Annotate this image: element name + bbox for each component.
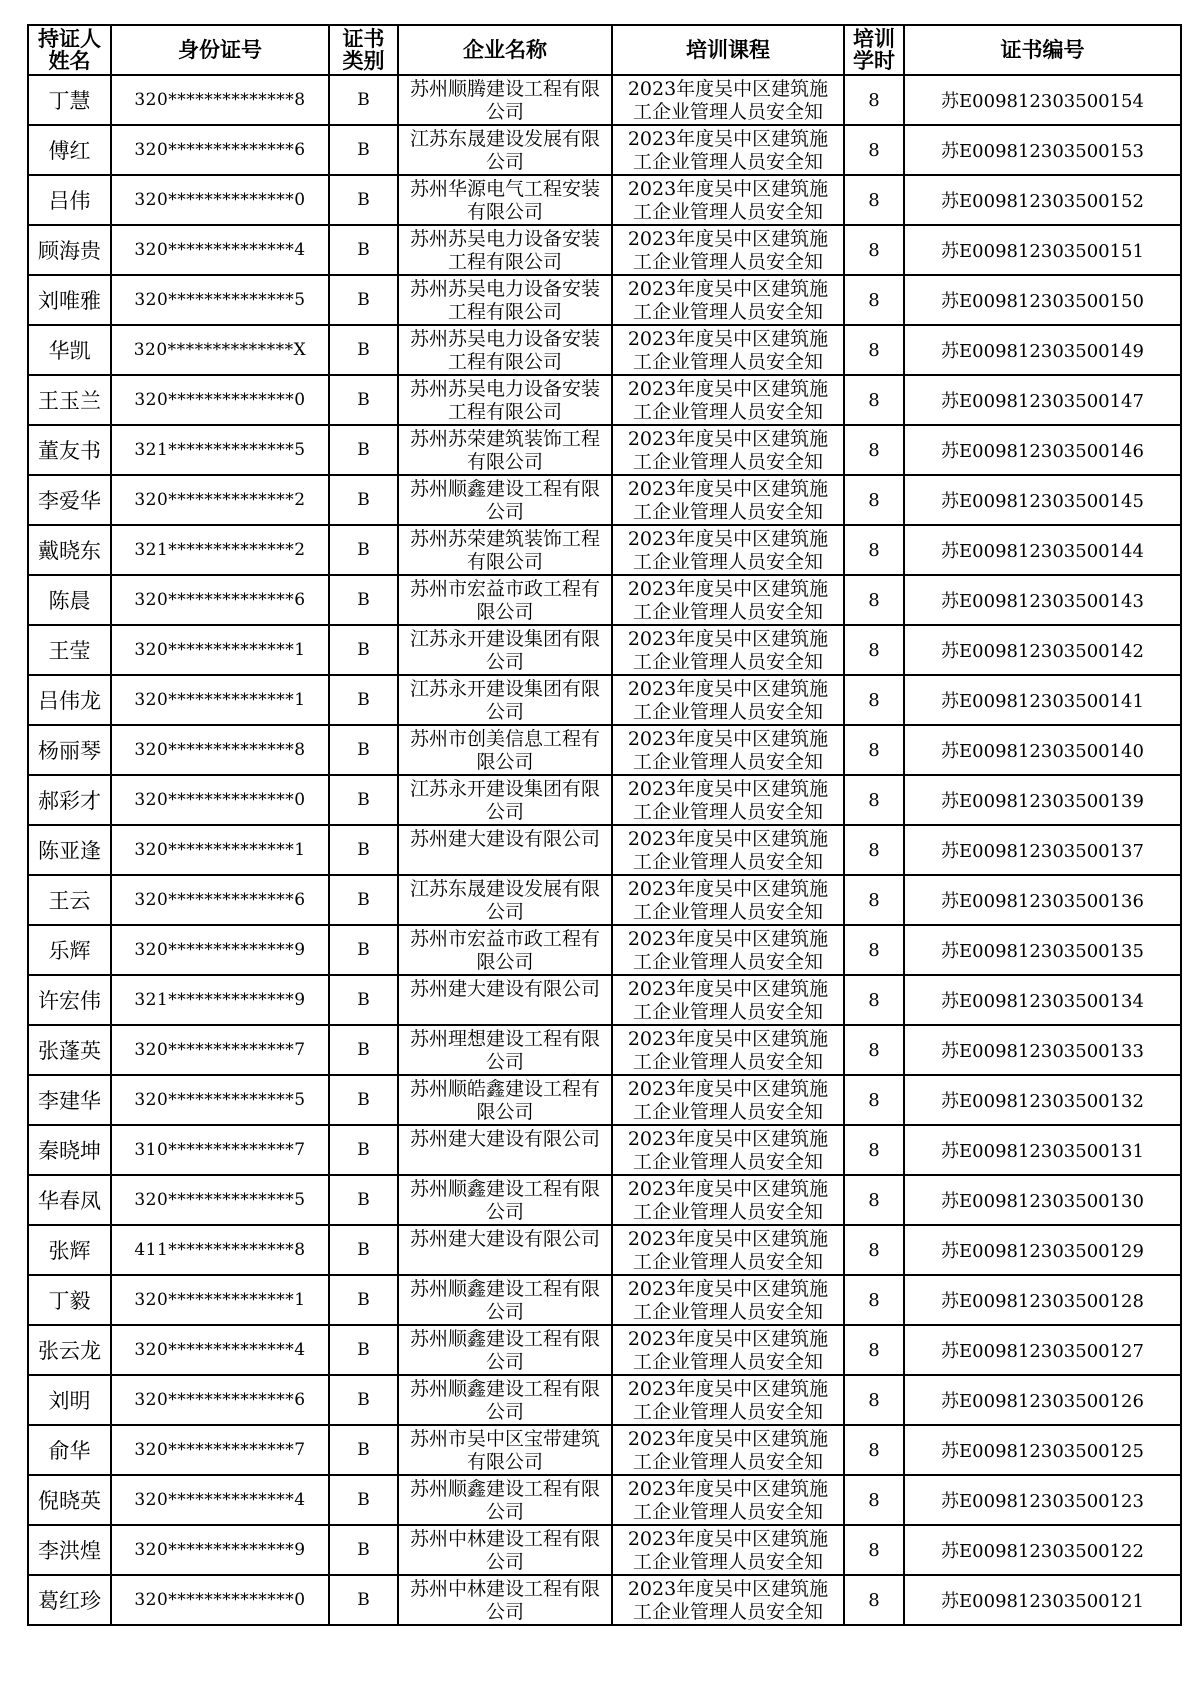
holder-name-cell: 张云龙 <box>28 1325 111 1375</box>
cert-type-cell: B <box>329 775 398 825</box>
hours-cell: 8 <box>844 775 904 825</box>
table-row <box>28 275 1181 325</box>
course-cell: 2023年度吴中区建筑施工企业管理人员安全知 <box>612 1225 844 1275</box>
cert-type-cell: B <box>329 325 398 375</box>
hours-cell: 8 <box>844 475 904 525</box>
course-cell: 2023年度吴中区建筑施工企业管理人员安全知 <box>612 1575 844 1625</box>
id-number-cell: 320**************2 <box>111 475 329 525</box>
company-cell: 苏州建大建设有限公司 <box>398 1225 612 1275</box>
course-cell: 2023年度吴中区建筑施工企业管理人员安全知 <box>612 125 844 175</box>
hours-cell: 8 <box>844 1025 904 1075</box>
cert-type-cell: B <box>329 1175 398 1225</box>
cert-number-cell: 苏E009812303500123 <box>904 1475 1181 1525</box>
company-cell: 苏州顺鑫建设工程有限公司 <box>398 1475 612 1525</box>
company-cell: 苏州中林建设工程有限公司 <box>398 1575 612 1625</box>
cert-type-cell: B <box>329 1375 398 1425</box>
table-row <box>28 225 1181 275</box>
course-cell: 2023年度吴中区建筑施工企业管理人员安全知 <box>612 175 844 225</box>
course-cell: 2023年度吴中区建筑施工企业管理人员安全知 <box>612 575 844 625</box>
hours-cell: 8 <box>844 1525 904 1575</box>
id-number-cell: 321**************5 <box>111 425 329 475</box>
table-row <box>28 925 1181 975</box>
header-hours: 培训 学时 <box>844 25 904 75</box>
cert-type-cell: B <box>329 1575 398 1625</box>
table-row <box>28 1025 1181 1075</box>
hours-cell: 8 <box>844 1075 904 1125</box>
holder-name-cell: 李爱华 <box>28 475 111 525</box>
id-number-cell: 320**************1 <box>111 825 329 875</box>
table-row <box>28 525 1181 575</box>
cert-type-cell: B <box>329 925 398 975</box>
cert-number-cell: 苏E009812303500146 <box>904 425 1181 475</box>
cert-number-cell: 苏E009812303500125 <box>904 1425 1181 1475</box>
table-row <box>28 1375 1181 1425</box>
table-row <box>28 1425 1181 1475</box>
cert-type-cell: B <box>329 225 398 275</box>
company-cell: 江苏东晟建设发展有限公司 <box>398 125 612 175</box>
hours-cell: 8 <box>844 1275 904 1325</box>
id-number-cell: 320**************9 <box>111 1525 329 1575</box>
cert-number-cell: 苏E009812303500135 <box>904 925 1181 975</box>
cert-number-cell: 苏E009812303500143 <box>904 575 1181 625</box>
table-row <box>28 1325 1181 1375</box>
holder-name-cell: 乐辉 <box>28 925 111 975</box>
header-company: 企业名称 <box>398 25 612 75</box>
cert-type-cell: B <box>329 1075 398 1125</box>
cert-number-cell: 苏E009812303500145 <box>904 475 1181 525</box>
cert-number-cell: 苏E009812303500121 <box>904 1575 1181 1625</box>
course-cell: 2023年度吴中区建筑施工企业管理人员安全知 <box>612 675 844 725</box>
holder-name-cell: 刘唯雅 <box>28 275 111 325</box>
header-course: 培训课程 <box>612 25 844 75</box>
holder-name-cell: 许宏伟 <box>28 975 111 1025</box>
course-cell: 2023年度吴中区建筑施工企业管理人员安全知 <box>612 225 844 275</box>
hours-cell: 8 <box>844 1475 904 1525</box>
hours-cell: 8 <box>844 975 904 1025</box>
cert-number-cell: 苏E009812303500153 <box>904 125 1181 175</box>
cert-type-cell: B <box>329 475 398 525</box>
hours-cell: 8 <box>844 1125 904 1175</box>
course-cell: 2023年度吴中区建筑施工企业管理人员安全知 <box>612 1125 844 1175</box>
holder-name-cell: 李洪煌 <box>28 1525 111 1575</box>
cert-type-cell: B <box>329 725 398 775</box>
table-row <box>28 325 1181 375</box>
course-cell: 2023年度吴中区建筑施工企业管理人员安全知 <box>612 275 844 325</box>
cert-number-cell: 苏E009812303500136 <box>904 875 1181 925</box>
cert-number-cell: 苏E009812303500154 <box>904 75 1181 125</box>
id-number-cell: 320**************5 <box>111 1075 329 1125</box>
cert-number-cell: 苏E009812303500129 <box>904 1225 1181 1275</box>
company-cell: 苏州顺鑫建设工程有限公司 <box>398 1275 612 1325</box>
course-cell: 2023年度吴中区建筑施工企业管理人员安全知 <box>612 425 844 475</box>
cert-number-cell: 苏E009812303500130 <box>904 1175 1181 1225</box>
cert-type-cell: B <box>329 275 398 325</box>
cert-type-cell: B <box>329 375 398 425</box>
company-cell: 苏州市吴中区宝带建筑有限公司 <box>398 1425 612 1475</box>
hours-cell: 8 <box>844 675 904 725</box>
cert-number-cell: 苏E009812303500122 <box>904 1525 1181 1575</box>
table-row <box>28 475 1181 525</box>
table-row <box>28 1125 1181 1175</box>
cert-type-cell: B <box>329 825 398 875</box>
company-cell: 苏州苏吴电力设备安装工程有限公司 <box>398 225 612 275</box>
table-header <box>28 25 1181 75</box>
table-row <box>28 75 1181 125</box>
course-cell: 2023年度吴中区建筑施工企业管理人员安全知 <box>612 1075 844 1125</box>
company-cell: 苏州市宏益市政工程有限公司 <box>398 575 612 625</box>
holder-name-cell: 傅红 <box>28 125 111 175</box>
holder-name-cell: 俞华 <box>28 1425 111 1475</box>
id-number-cell: 320**************5 <box>111 275 329 325</box>
id-number-cell: 320**************1 <box>111 675 329 725</box>
holder-name-cell: 李建华 <box>28 1075 111 1125</box>
holder-name-cell: 吕伟 <box>28 175 111 225</box>
holder-name-cell: 董友书 <box>28 425 111 475</box>
holder-name-cell: 戴晓东 <box>28 525 111 575</box>
cert-type-cell: B <box>329 1325 398 1375</box>
holder-name-cell: 郝彩才 <box>28 775 111 825</box>
course-cell: 2023年度吴中区建筑施工企业管理人员安全知 <box>612 375 844 425</box>
cert-type-cell: B <box>329 575 398 625</box>
cert-number-cell: 苏E009812303500131 <box>904 1125 1181 1175</box>
cert-type-cell: B <box>329 875 398 925</box>
id-number-cell: 320**************8 <box>111 75 329 125</box>
table-row <box>28 125 1181 175</box>
course-cell: 2023年度吴中区建筑施工企业管理人员安全知 <box>612 1425 844 1475</box>
course-cell: 2023年度吴中区建筑施工企业管理人员安全知 <box>612 75 844 125</box>
id-number-cell: 320**************0 <box>111 775 329 825</box>
table-row <box>28 1475 1181 1525</box>
id-number-cell: 320**************6 <box>111 125 329 175</box>
company-cell: 苏州建大建设有限公司 <box>398 825 612 875</box>
cert-type-cell: B <box>329 1475 398 1525</box>
hours-cell: 8 <box>844 925 904 975</box>
holder-name-cell: 葛红珍 <box>28 1575 111 1625</box>
course-cell: 2023年度吴中区建筑施工企业管理人员安全知 <box>612 1475 844 1525</box>
cert-number-cell: 苏E009812303500127 <box>904 1325 1181 1375</box>
company-cell: 苏州顺皓鑫建设工程有限公司 <box>398 1075 612 1125</box>
course-cell: 2023年度吴中区建筑施工企业管理人员安全知 <box>612 1525 844 1575</box>
table-row <box>28 1525 1181 1575</box>
id-number-cell: 320**************6 <box>111 1375 329 1425</box>
id-number-cell: 320**************7 <box>111 1425 329 1475</box>
table-row <box>28 1575 1181 1625</box>
holder-name-cell: 王云 <box>28 875 111 925</box>
id-number-cell: 320**************0 <box>111 375 329 425</box>
cert-number-cell: 苏E009812303500150 <box>904 275 1181 325</box>
cert-number-cell: 苏E009812303500151 <box>904 225 1181 275</box>
id-number-cell: 321**************2 <box>111 525 329 575</box>
holder-name-cell: 丁毅 <box>28 1275 111 1325</box>
hours-cell: 8 <box>844 75 904 125</box>
company-cell: 苏州市创美信息工程有限公司 <box>398 725 612 775</box>
id-number-cell: 320**************0 <box>111 175 329 225</box>
holder-name-cell: 丁慧 <box>28 75 111 125</box>
id-number-cell: 320**************8 <box>111 725 329 775</box>
company-cell: 苏州顺鑫建设工程有限公司 <box>398 1175 612 1225</box>
cert-type-cell: B <box>329 1125 398 1175</box>
hours-cell: 8 <box>844 275 904 325</box>
holder-name-cell: 张蓬英 <box>28 1025 111 1075</box>
holder-name-cell: 吕伟龙 <box>28 675 111 725</box>
hours-cell: 8 <box>844 1225 904 1275</box>
course-cell: 2023年度吴中区建筑施工企业管理人员安全知 <box>612 1025 844 1075</box>
course-cell: 2023年度吴中区建筑施工企业管理人员安全知 <box>612 525 844 575</box>
id-number-cell: 320**************0 <box>111 1575 329 1625</box>
cert-type-cell: B <box>329 1025 398 1075</box>
cert-number-cell: 苏E009812303500128 <box>904 1275 1181 1325</box>
cert-type-cell: B <box>329 1425 398 1475</box>
cert-number-cell: 苏E009812303500126 <box>904 1375 1181 1425</box>
cert-number-cell: 苏E009812303500147 <box>904 375 1181 425</box>
holder-name-cell: 杨丽琴 <box>28 725 111 775</box>
cert-number-cell: 苏E009812303500149 <box>904 325 1181 375</box>
company-cell: 苏州苏荣建筑装饰工程有限公司 <box>398 425 612 475</box>
hours-cell: 8 <box>844 1425 904 1475</box>
company-cell: 江苏永开建设集团有限公司 <box>398 625 612 675</box>
company-cell: 苏州顺鑫建设工程有限公司 <box>398 475 612 525</box>
hours-cell: 8 <box>844 725 904 775</box>
company-cell: 江苏东晟建设发展有限公司 <box>398 875 612 925</box>
company-cell: 苏州理想建设工程有限公司 <box>398 1025 612 1075</box>
hours-cell: 8 <box>844 875 904 925</box>
course-cell: 2023年度吴中区建筑施工企业管理人员安全知 <box>612 775 844 825</box>
course-cell: 2023年度吴中区建筑施工企业管理人员安全知 <box>612 1275 844 1325</box>
course-cell: 2023年度吴中区建筑施工企业管理人员安全知 <box>612 725 844 775</box>
hours-cell: 8 <box>844 575 904 625</box>
company-cell: 苏州建大建设有限公司 <box>398 975 612 1025</box>
company-cell: 苏州华源电气工程安装有限公司 <box>398 175 612 225</box>
company-cell: 苏州建大建设有限公司 <box>398 1125 612 1175</box>
holder-name-cell: 秦晓坤 <box>28 1125 111 1175</box>
id-number-cell: 320**************4 <box>111 225 329 275</box>
id-number-cell: 320**************X <box>111 325 329 375</box>
id-number-cell: 320**************7 <box>111 1025 329 1075</box>
cert-type-cell: B <box>329 975 398 1025</box>
cert-type-cell: B <box>329 675 398 725</box>
course-cell: 2023年度吴中区建筑施工企业管理人员安全知 <box>612 1175 844 1225</box>
company-cell: 苏州苏吴电力设备安装工程有限公司 <box>398 275 612 325</box>
hours-cell: 8 <box>844 1575 904 1625</box>
course-cell: 2023年度吴中区建筑施工企业管理人员安全知 <box>612 475 844 525</box>
cert-number-cell: 苏E009812303500133 <box>904 1025 1181 1075</box>
cert-type-cell: B <box>329 525 398 575</box>
company-cell: 苏州顺鑫建设工程有限公司 <box>398 1375 612 1425</box>
cert-type-cell: B <box>329 1525 398 1575</box>
id-number-cell: 320**************4 <box>111 1475 329 1525</box>
hours-cell: 8 <box>844 175 904 225</box>
company-cell: 苏州顺腾建设工程有限公司 <box>398 75 612 125</box>
id-number-cell: 320**************6 <box>111 875 329 925</box>
holder-name-cell: 华春凤 <box>28 1175 111 1225</box>
cert-type-cell: B <box>329 625 398 675</box>
holder-name-cell: 刘明 <box>28 1375 111 1425</box>
holder-name-cell: 顾海贵 <box>28 225 111 275</box>
hours-cell: 8 <box>844 375 904 425</box>
header-holder-name: 持证人 姓名 <box>28 25 111 75</box>
cert-number-cell: 苏E009812303500141 <box>904 675 1181 725</box>
id-number-cell: 320**************6 <box>111 575 329 625</box>
cert-number-cell: 苏E009812303500134 <box>904 975 1181 1025</box>
company-cell: 苏州苏吴电力设备安装工程有限公司 <box>398 375 612 425</box>
cert-number-cell: 苏E009812303500152 <box>904 175 1181 225</box>
header-cert-number: 证书编号 <box>904 25 1181 75</box>
course-cell: 2023年度吴中区建筑施工企业管理人员安全知 <box>612 1325 844 1375</box>
holder-name-cell: 倪晓英 <box>28 1475 111 1525</box>
table-row <box>28 375 1181 425</box>
cert-type-cell: B <box>329 75 398 125</box>
table-row <box>28 625 1181 675</box>
company-cell: 苏州苏荣建筑装饰工程有限公司 <box>398 525 612 575</box>
cert-type-cell: B <box>329 425 398 475</box>
company-cell: 江苏永开建设集团有限公司 <box>398 775 612 825</box>
holder-name-cell: 陈亚逢 <box>28 825 111 875</box>
header-id-number: 身份证号 <box>111 25 329 75</box>
hours-cell: 8 <box>844 425 904 475</box>
holder-name-cell: 张辉 <box>28 1225 111 1275</box>
table-row <box>28 875 1181 925</box>
id-number-cell: 320**************9 <box>111 925 329 975</box>
table-body <box>28 75 1181 1625</box>
header-row <box>28 25 1181 75</box>
course-cell: 2023年度吴中区建筑施工企业管理人员安全知 <box>612 925 844 975</box>
table-row <box>28 1175 1181 1225</box>
id-number-cell: 321**************9 <box>111 975 329 1025</box>
hours-cell: 8 <box>844 1175 904 1225</box>
table-row <box>28 1075 1181 1125</box>
course-cell: 2023年度吴中区建筑施工企业管理人员安全知 <box>612 325 844 375</box>
table-row <box>28 1275 1181 1325</box>
cert-number-cell: 苏E009812303500142 <box>904 625 1181 675</box>
company-cell: 苏州顺鑫建设工程有限公司 <box>398 1325 612 1375</box>
hours-cell: 8 <box>844 625 904 675</box>
holder-name-cell: 王莹 <box>28 625 111 675</box>
course-cell: 2023年度吴中区建筑施工企业管理人员安全知 <box>612 1375 844 1425</box>
id-number-cell: 320**************1 <box>111 1275 329 1325</box>
cert-type-cell: B <box>329 1275 398 1325</box>
cert-number-cell: 苏E009812303500132 <box>904 1075 1181 1125</box>
hours-cell: 8 <box>844 1325 904 1375</box>
id-number-cell: 411**************8 <box>111 1225 329 1275</box>
course-cell: 2023年度吴中区建筑施工企业管理人员安全知 <box>612 825 844 875</box>
certificate-roster-table <box>27 24 1182 1626</box>
course-cell: 2023年度吴中区建筑施工企业管理人员安全知 <box>612 625 844 675</box>
cert-number-cell: 苏E009812303500140 <box>904 725 1181 775</box>
cert-type-cell: B <box>329 125 398 175</box>
holder-name-cell: 陈晨 <box>28 575 111 625</box>
holder-name-cell: 华凯 <box>28 325 111 375</box>
table-row <box>28 1225 1181 1275</box>
table-row <box>28 575 1181 625</box>
cert-number-cell: 苏E009812303500139 <box>904 775 1181 825</box>
hours-cell: 8 <box>844 825 904 875</box>
cert-type-cell: B <box>329 1225 398 1275</box>
company-cell: 苏州市宏益市政工程有限公司 <box>398 925 612 975</box>
table-row <box>28 775 1181 825</box>
cert-type-cell: B <box>329 175 398 225</box>
table-row <box>28 825 1181 875</box>
hours-cell: 8 <box>844 125 904 175</box>
course-cell: 2023年度吴中区建筑施工企业管理人员安全知 <box>612 975 844 1025</box>
table-row <box>28 975 1181 1025</box>
id-number-cell: 310**************7 <box>111 1125 329 1175</box>
id-number-cell: 320**************5 <box>111 1175 329 1225</box>
hours-cell: 8 <box>844 1375 904 1425</box>
cert-number-cell: 苏E009812303500137 <box>904 825 1181 875</box>
course-cell: 2023年度吴中区建筑施工企业管理人员安全知 <box>612 875 844 925</box>
hours-cell: 8 <box>844 225 904 275</box>
table-row <box>28 675 1181 725</box>
hours-cell: 8 <box>844 525 904 575</box>
id-number-cell: 320**************1 <box>111 625 329 675</box>
company-cell: 苏州中林建设工程有限公司 <box>398 1525 612 1575</box>
id-number-cell: 320**************4 <box>111 1325 329 1375</box>
cert-number-cell: 苏E009812303500144 <box>904 525 1181 575</box>
hours-cell: 8 <box>844 325 904 375</box>
table-row <box>28 175 1181 225</box>
table-row <box>28 425 1181 475</box>
holder-name-cell: 王玉兰 <box>28 375 111 425</box>
table-row <box>28 725 1181 775</box>
header-cert-type: 证书 类别 <box>329 25 398 75</box>
company-cell: 苏州苏吴电力设备安装工程有限公司 <box>398 325 612 375</box>
company-cell: 江苏永开建设集团有限公司 <box>398 675 612 725</box>
